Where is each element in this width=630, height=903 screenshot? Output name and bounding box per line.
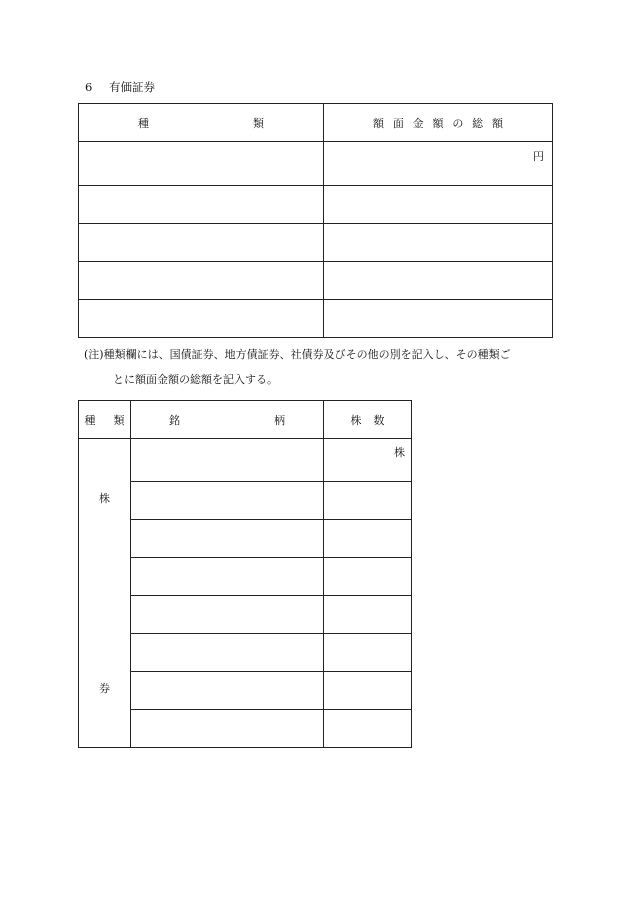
share-unit-label: 株 [394, 446, 405, 459]
header-char: の [452, 116, 464, 130]
share-count-cell[interactable] [324, 439, 412, 482]
kind-char-ken: 券 [99, 682, 110, 695]
header-kind [79, 401, 131, 439]
kind-cell[interactable] [79, 224, 324, 262]
table-row [79, 262, 553, 300]
yen-unit-label: 円 [533, 150, 544, 163]
brand-cell[interactable] [131, 482, 324, 520]
share-count-cell[interactable] [324, 520, 412, 558]
section-title: 有価証券 [109, 80, 155, 94]
header-share-count [324, 401, 412, 439]
header-char: 額 [373, 116, 384, 130]
section-number: 6 [85, 80, 93, 94]
header-char: 種 [84, 413, 96, 427]
amount-cell[interactable] [324, 224, 553, 262]
table-row [79, 439, 412, 482]
header-face-amount-total [324, 104, 553, 142]
kind-merged-cell [79, 439, 131, 748]
header-char: 類 [253, 116, 264, 130]
table-header-row [79, 401, 412, 439]
table-row [79, 224, 553, 262]
note-line-1: (注)種類欄には、国債証券、地方債証券、社債券及びその他の別を記入し、その種類ご [84, 348, 511, 361]
header-char: 額 [491, 116, 503, 130]
brand-cell[interactable] [131, 558, 324, 596]
kind-char-kabu: 株 [99, 492, 110, 505]
header-char: 面 [392, 116, 404, 130]
table-row [79, 186, 553, 224]
note-line-2: とに額面金額の総額を記入する。 [113, 373, 278, 386]
kind-cell[interactable] [79, 186, 324, 224]
securities-amount-table [78, 103, 553, 338]
header-char: 種 [138, 116, 149, 130]
share-count-cell[interactable] [324, 596, 412, 634]
brand-cell[interactable] [131, 634, 324, 672]
table-row [79, 142, 553, 186]
header-char: 数 [373, 413, 385, 427]
brand-cell[interactable] [131, 596, 324, 634]
share-count-cell[interactable] [324, 710, 412, 748]
share-count-cell[interactable] [324, 558, 412, 596]
header-char: 額 [432, 116, 444, 130]
amount-cell[interactable] [324, 186, 553, 224]
header-char: 柄 [274, 413, 285, 427]
amount-cell[interactable] [324, 300, 553, 338]
header-char: 株 [350, 413, 362, 427]
brand-cell[interactable] [131, 710, 324, 748]
brand-cell[interactable] [131, 672, 324, 710]
brand-cell[interactable] [131, 439, 324, 482]
kind-cell[interactable] [79, 142, 324, 186]
brand-cell[interactable] [131, 520, 324, 558]
header-kind [79, 104, 324, 142]
kind-cell[interactable] [79, 300, 324, 338]
header-brand [131, 401, 324, 439]
share-count-cell[interactable] [324, 482, 412, 520]
amount-cell[interactable] [324, 142, 553, 186]
header-char: 銘 [169, 413, 180, 427]
header-char: 総 [472, 116, 484, 130]
stock-certificates-table [78, 400, 412, 748]
header-char: 金 [412, 116, 424, 130]
share-count-cell[interactable] [324, 634, 412, 672]
table-header-row [79, 104, 553, 142]
header-char: 類 [113, 413, 125, 427]
amount-cell[interactable] [324, 262, 553, 300]
table-row [79, 300, 553, 338]
kind-cell[interactable] [79, 262, 324, 300]
share-count-cell[interactable] [324, 672, 412, 710]
section-heading [85, 79, 155, 95]
